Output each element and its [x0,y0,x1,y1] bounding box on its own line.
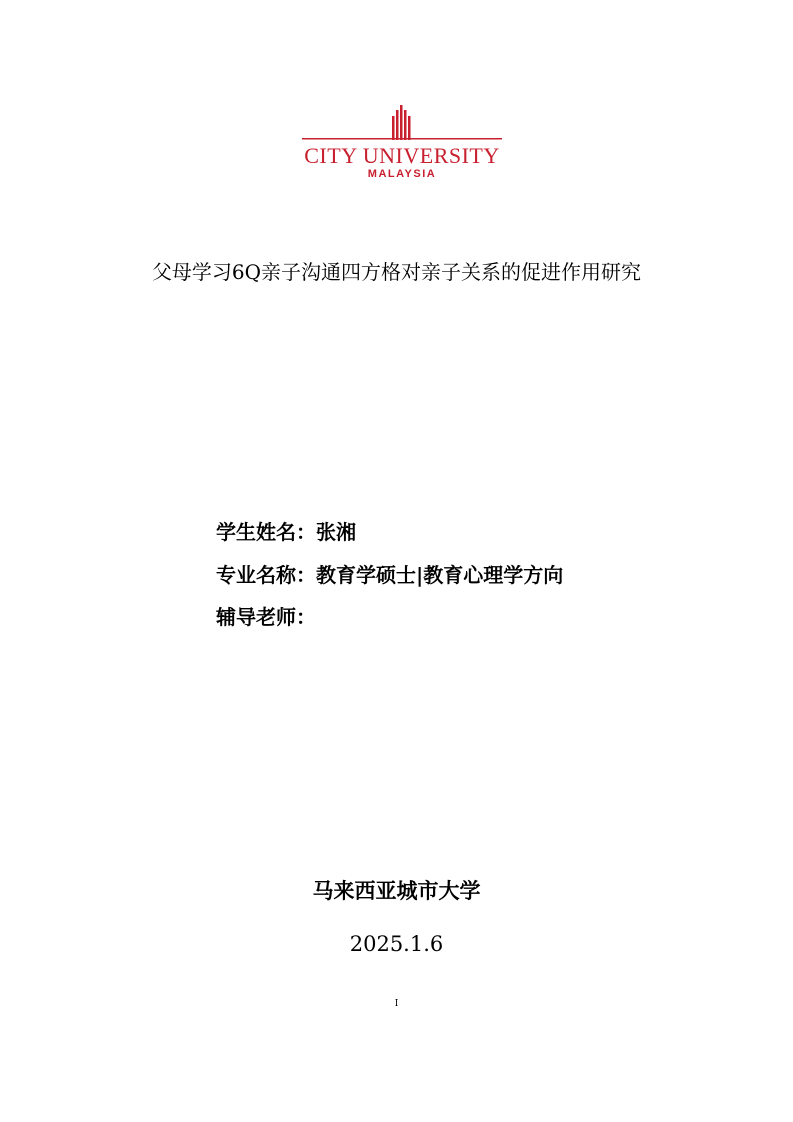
submission-date: 2025.1.6 [349,932,444,956]
student-name-line: 学生姓名：张湘 [216,520,356,544]
university-logo [300,102,504,182]
logo-university-name: CITY UNIVERSITY [304,143,500,168]
skyline-emblem-icon [300,102,504,142]
advisor-line: 辅导老师： [216,605,316,629]
university-name: 马来西亚城市大学 [312,878,481,903]
major-line: 专业名称：教育学硕士|教育心理学方向 [216,563,564,587]
page-number: I [394,999,399,1009]
logo-country: MALAYSIA [367,168,437,180]
document-title: 父母学习6Q亲子沟通四方格对亲子关系的促进作用研究 [151,260,642,284]
